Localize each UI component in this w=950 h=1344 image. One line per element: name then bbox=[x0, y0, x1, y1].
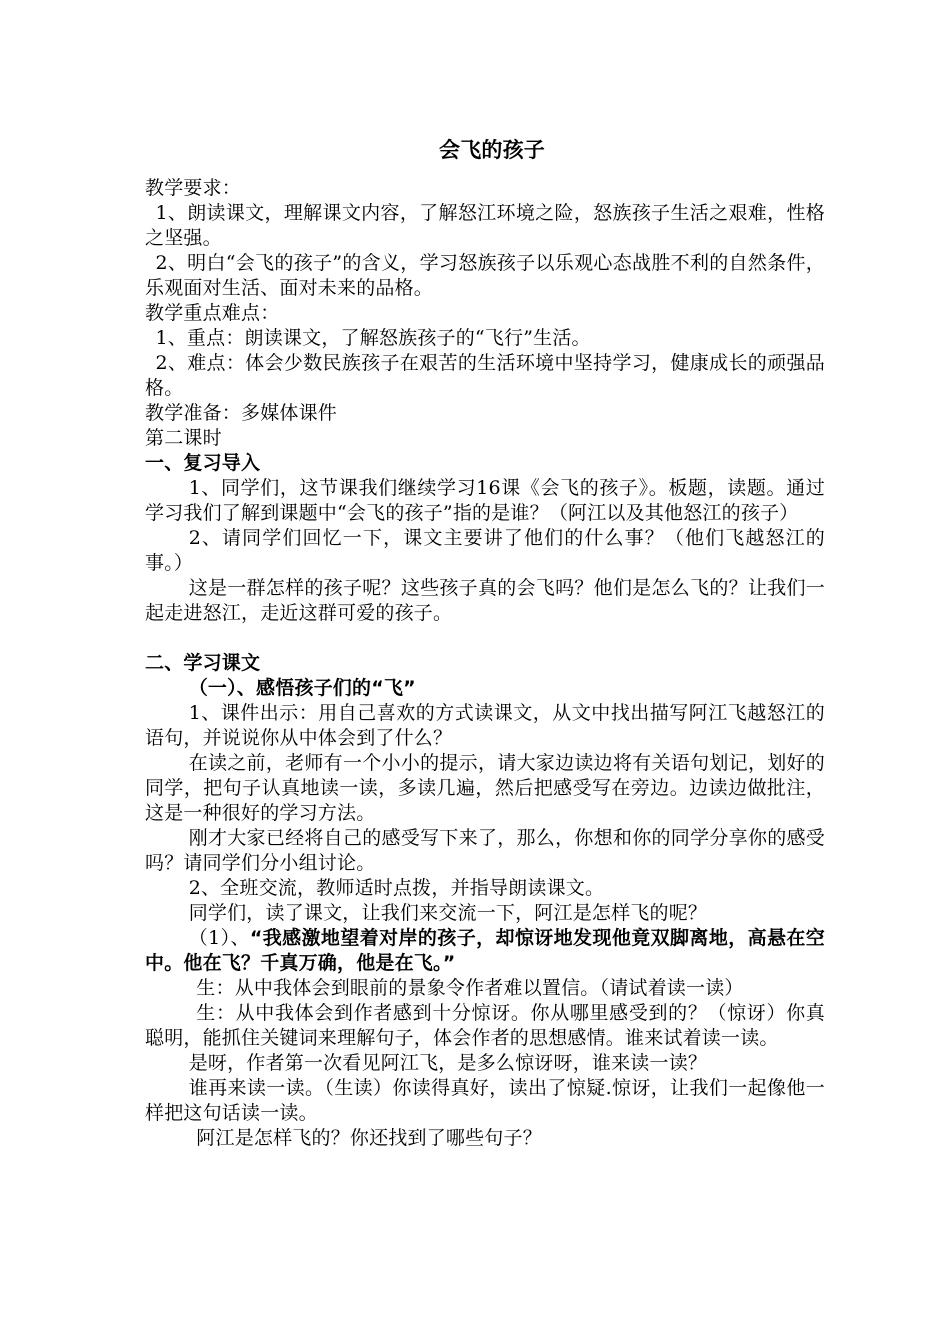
requirements-heading: 教学要求： bbox=[145, 177, 242, 199]
quote-text: “我感激地望着对岸的孩子，却惊讶地发现他竟双脚离地，高悬在空中。他在飞？千真万确，他是在飞。” bbox=[145, 927, 825, 974]
response-4: 谁再来读一读。（生读）你读得真好，读出了惊疑.惊讶，让我们一起像他一样把这句话读一读。 bbox=[145, 1077, 825, 1124]
section-2-paragraph-3: 刚才大家已经将自己的感受写下来了，那么，你想和你的同学分享你的感受吗？请同学们分小组讨论。 bbox=[145, 827, 825, 874]
section-1-paragraph-2: 2、请同学们回忆一下，课文主要讲了他们的什么事？（他们飞越怒江的事。） bbox=[145, 527, 825, 574]
section-2-heading: 二、学习课文 bbox=[145, 652, 261, 674]
quote-label: （1）、 bbox=[188, 927, 250, 949]
section-2-paragraph-1: 1、课件出示：用自己喜欢的方式读课文，从文中找出描写阿江飞越怒江的语句，并说说你从中体会到了什么？ bbox=[145, 702, 825, 749]
key-point-2: 2、难点：体会少数民族孩子在艰苦的生活环境中坚持学习，健康成长的顽强品格。 bbox=[145, 352, 825, 399]
response-5: 阿江是怎样飞的？你还找到了哪些句子？ bbox=[196, 1127, 542, 1149]
page-title: 会飞的孩子 bbox=[439, 138, 545, 162]
section-1-heading: 一、复习导入 bbox=[145, 452, 261, 474]
section-2-paragraph-4: 2、全班交流，教师适时点拨，并指导朗读课文。 bbox=[188, 877, 605, 899]
requirement-2: 2、明白“会飞的孩子”的含义，学习怒族孩子以乐观心态战胜不利的自然条件，乐观面对生活、面对未来的品格。 bbox=[145, 252, 825, 299]
key-point-1: 1、重点：朗读课文，了解怒族孩子的“飞行”生活。 bbox=[155, 327, 591, 349]
response-3: 是呀，作者第一次看见阿江飞，是多么惊讶呀，谁来读一读？ bbox=[188, 1052, 708, 1074]
preparation: 教学准备：多媒体课件 bbox=[145, 402, 338, 424]
section-1-paragraph-3: 这是一群怎样的孩子呢？这些孩子真的会飞吗？他们是怎么飞的？让我们一起走进怒江，走近这群可爱的孩子。 bbox=[145, 577, 825, 624]
quote-paragraph bbox=[145, 926, 825, 976]
section-2-paragraph-2: 在读之前，老师有一个小小的提示，请大家边读边将有关语句划记，划好的同学，把句子认真地读一读，多读几遍，然后把感受写在旁边。边读边做批注，这是一种很好的学习方法。 bbox=[145, 752, 825, 824]
requirement-1: 1、朗读课文，理解课文内容，了解怒江环境之险，怒族孩子生活之艰难，性格之坚强。 bbox=[145, 202, 825, 249]
key-points-heading: 教学重点难点： bbox=[145, 302, 280, 324]
blank-line bbox=[145, 626, 825, 651]
section-2-paragraph-5: 同学们，读了课文，让我们来交流一下，阿江是怎样飞的呢？ bbox=[188, 902, 708, 924]
section-2-subheading: （一）、感悟孩子们的“飞” bbox=[188, 677, 416, 699]
document-body bbox=[145, 136, 825, 1151]
section-1-paragraph-1: 1、同学们，这节课我们继续学习16课《会飞的孩子》。板题，读题。通过学习我们了解到课题中“会飞的孩子”指的是谁？（阿江以及其他怒江的孩子） bbox=[145, 477, 825, 524]
response-2: 生：从中我体会到作者感到十分惊讶。你从哪里感受到的？（惊讶）你真聪明，能抓住关键词来理解句子，体会作者的思想感情。谁来试着读一读。 bbox=[145, 1002, 825, 1049]
response-1: 生：从中我体会到眼前的景象令作者难以置信。（请试着读一读） bbox=[196, 977, 744, 999]
lesson-label: 第二课时 bbox=[145, 427, 222, 449]
